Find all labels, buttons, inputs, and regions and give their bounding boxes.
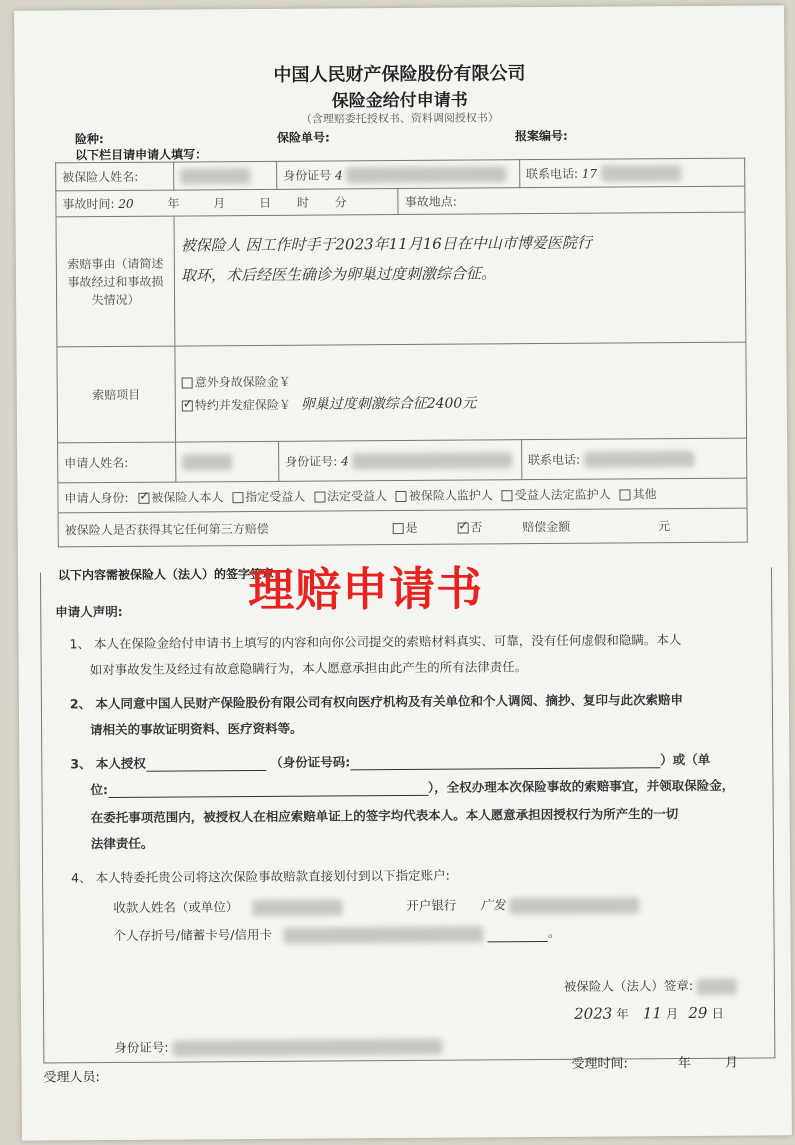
company-name: 中国人民财产保险股份有限公司 — [273, 63, 526, 86]
checkbox-icon[interactable] — [396, 491, 407, 502]
redacted-name — [180, 168, 250, 184]
accident-place-cell — [398, 186, 745, 214]
accident-hour: 时 — [296, 195, 309, 210]
signature-date: 2023 年 11 月 29 日 — [574, 1003, 724, 1023]
identity-option-5: 其他 — [620, 487, 657, 501]
redacted-applicant-id — [353, 452, 513, 469]
applicant-id-cell — [279, 440, 522, 482]
signature-row — [564, 976, 737, 996]
accident-month: 月 — [213, 196, 226, 211]
claim-reason-line2: 取环，术后经医生确诊为卵巢过度刺激综合征。 — [180, 264, 496, 285]
claim-option-2-value: 卵巢过度刺激综合征2400元 — [300, 395, 477, 413]
applicant-phone-cell — [521, 438, 747, 480]
insured-name-label: 被保险人姓名: — [62, 169, 139, 185]
applicant-identity-cell — [58, 478, 747, 513]
declaration-item2-line2: 请相关的事故证明资料、医疗资料等。 — [90, 720, 303, 738]
checkbox-checked-icon[interactable] — [182, 400, 193, 411]
checkbox-checked-icon[interactable] — [457, 523, 468, 534]
accident-place-label: 事故地点: — [404, 194, 457, 209]
bottom-id-row — [114, 1036, 442, 1057]
applicant-fill-note: 以下栏目请申请人填写： — [75, 147, 208, 163]
redacted-id — [346, 167, 506, 184]
signature-note: 以下内容需被保险人（法人）的签字签章: — [57, 566, 279, 583]
redacted-applicant-name — [182, 454, 232, 470]
claim-reason-cell — [174, 212, 746, 346]
applicant-phone-label: 联系电话: — [527, 452, 581, 467]
policy-no-label: 保险单号: — [276, 130, 330, 145]
applicant-identity-label: 申请人身份: — [64, 490, 129, 506]
bank-prefix: 广发 — [480, 897, 506, 913]
form-subtitle: （含理赔委托授权书、资料调阅授权书） — [300, 111, 499, 126]
compensation-amount-label: 赔偿金额 — [522, 519, 571, 535]
checkbox-icon[interactable] — [182, 377, 193, 388]
insured-name-cell — [56, 162, 174, 191]
redacted-phone — [601, 165, 681, 182]
form-title: 保险金给付申请书 — [331, 90, 468, 112]
insured-phone-label: 联系电话: — [525, 166, 579, 181]
claim-form-paper — [14, 5, 792, 1140]
applicant-name-cell — [58, 442, 176, 483]
accept-time-row: 受理时间: 年 月 — [571, 1055, 739, 1072]
accident-day: 日 — [259, 195, 272, 210]
third-party-yes: 是 — [392, 521, 417, 535]
bottom-id-label: 身份证号: — [114, 1039, 169, 1056]
identity-option-2: 法定受益人 — [314, 489, 387, 504]
claim-items-cell — [175, 342, 747, 442]
applicant-name-label: 申请人姓名: — [64, 455, 129, 471]
claim-stamp-text: 理赔申请书 — [247, 561, 484, 618]
applicant-id-prefix: 4 — [341, 454, 349, 469]
accept-time-label: 受理时间: — [571, 1056, 628, 1072]
insured-phone-cell — [519, 158, 744, 188]
declaration-title: 申请人声明: — [55, 603, 123, 620]
claim-reason-label: 索赔事由（请简述事故经过和事故损失情况） — [56, 216, 175, 347]
declaration-item3-line1: 3、 本人授权 （身份证号码: ）或（单 — [70, 751, 711, 772]
insured-phone-prefix: 17 — [581, 166, 598, 181]
identity-option-1: 指定受益人 — [232, 490, 305, 505]
insured-name-value — [174, 161, 277, 190]
redacted-card — [284, 926, 484, 943]
checkbox-icon[interactable] — [232, 492, 243, 503]
checkbox-icon[interactable] — [314, 492, 325, 503]
accident-year: 年 — [167, 196, 180, 211]
identity-option-0: ✓ 被保险人本人 — [138, 490, 223, 505]
insured-id-prefix: 4 — [335, 168, 343, 183]
payee-row — [113, 894, 639, 916]
claim-option-1: 意外身故保险金￥ — [182, 370, 740, 391]
declaration-item4: 4、 本人特委托贵公司将这次保险事故赔款直接划付到以下指定账户: — [71, 867, 450, 886]
claim-form-table — [55, 158, 748, 548]
claim-option-2: ✓特约并发症保险￥ 卵巢过度刺激综合征2400元 — [182, 391, 740, 415]
insurance-type-label: 险种: — [74, 132, 104, 147]
checkbox-icon[interactable] — [502, 490, 513, 501]
redacted-bank — [509, 897, 639, 914]
handler-label: 受理人员: — [43, 1070, 100, 1086]
accident-time-cell — [56, 189, 399, 217]
insured-id-cell — [277, 160, 520, 190]
declaration-item1-line2: 如对事故发生及经过有故意隐瞒行为，本人愿意承担由此产生的所有法律责任。 — [89, 659, 528, 678]
declaration-section — [40, 567, 775, 1063]
claim-reason-line1: 被保险人 因工作时手于2023年11月16日在中山市博爱医院行 — [180, 233, 592, 255]
checkbox-icon[interactable] — [620, 489, 631, 500]
third-party-label: 被保险人是否获得其它任何第三方赔偿 — [64, 521, 269, 538]
declaration-item3-line3: 在委托事项范围内，被授权人在相应索赔单证上的签字均代表本人。本人愿意承担因授权行为所产生的一切 — [90, 806, 679, 826]
payee-label: 收款人姓名（或单位） — [113, 899, 239, 916]
declaration-item3-line4: 法律责任。 — [90, 835, 154, 852]
redacted-bottom-id — [172, 1038, 442, 1056]
redacted-applicant-phone — [584, 451, 694, 468]
third-party-no: ✓ 否 — [457, 520, 482, 534]
signature-label: 被保险人（法人）签章: — [563, 977, 694, 994]
declaration-item2-line1: 2、 本人同意中国人民财产保险股份有限公司有权向医疗机构及有关单位和个人调阅、摘抄、复印与此次索赔申 — [69, 692, 684, 712]
bank-label: 开户银行 — [406, 897, 457, 913]
third-party-cell — [58, 508, 747, 547]
checkbox-checked-icon[interactable] — [138, 493, 149, 504]
identity-option-3: 被保险人监护人 — [396, 488, 493, 503]
applicant-name-value — [176, 441, 279, 482]
card-label: 个人存折号/储蓄卡号/信用卡 — [113, 926, 273, 944]
accident-year-prefix: 20 — [118, 196, 134, 211]
declaration-item1-line1: 1、 本人在保险金给付申请书上填写的内容和向你公司提交的索赔材料真实、可靠，没有任何虚假和隐瞒。本人 — [69, 632, 682, 652]
identity-option-4: 受益人法定监护人 — [502, 488, 611, 503]
checkbox-icon[interactable] — [392, 523, 403, 534]
report-no-label: 报案编号: — [514, 128, 568, 144]
redacted-payee — [252, 899, 342, 916]
accident-time-label: 事故时间: — [62, 197, 115, 212]
declaration-item3-line2: 位: ），全权办理本次保险事故的索赔事宜，并领取保险金， — [90, 777, 735, 798]
redacted-signature — [697, 978, 737, 994]
claim-items-label: 索赔项目 — [57, 346, 176, 443]
card-row: 个人存折号/储蓄卡号/信用卡 。 — [113, 924, 561, 944]
applicant-id-label: 身份证号: — [285, 454, 338, 469]
insured-id-label: 身份证号 — [283, 168, 332, 183]
compensation-currency: 元 — [658, 519, 671, 534]
accident-minute: 分 — [334, 195, 347, 210]
